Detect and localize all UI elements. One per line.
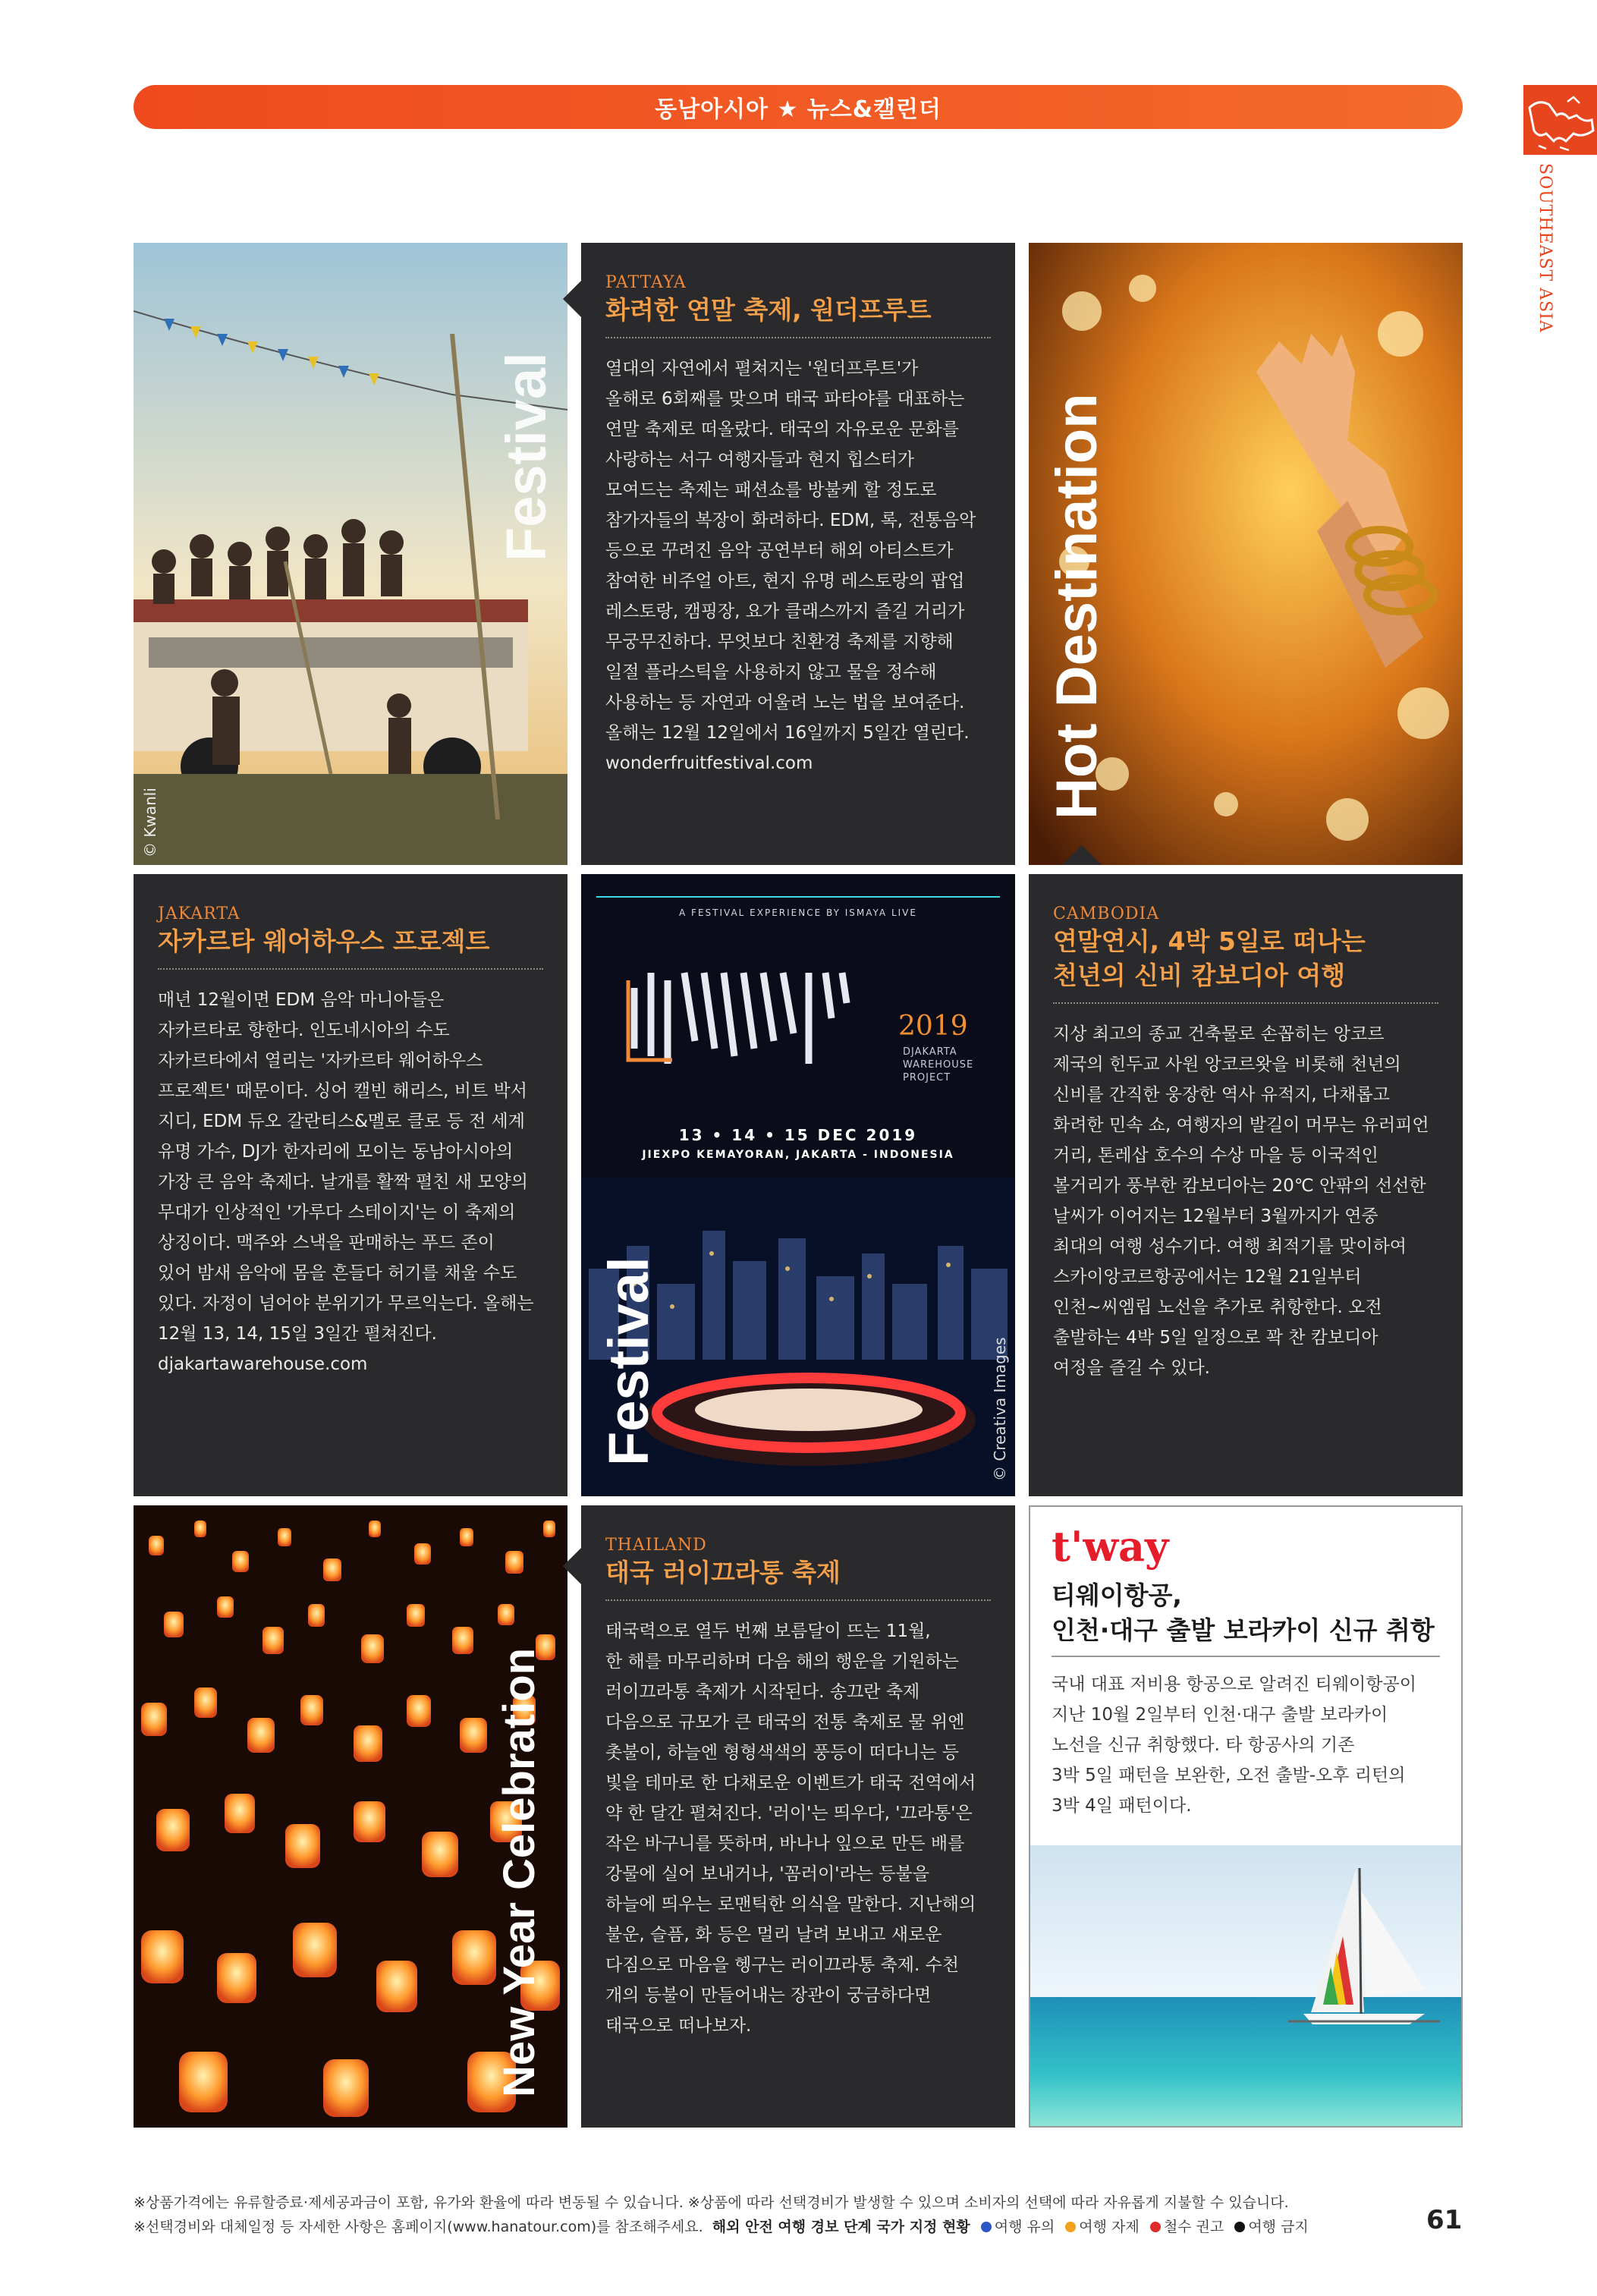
body-line: 신비를 간직한 웅장한 역사 유적지, 다채롭고 <box>1053 1084 1390 1105</box>
poster-name-line: DJAKARTA <box>903 1046 957 1058</box>
body-line: 인천~씨엠립 노선을 추가로 취항한다. 오전 <box>1053 1297 1382 1317</box>
body-line: 러이끄라통 축제가 시작된다. 송끄란 축제 <box>605 1681 920 1702</box>
page-number: 61 <box>1426 2205 1463 2235</box>
photo-credit: © Creativa Images <box>991 1337 1009 1481</box>
body-line: 가장 큰 음악 축제다. 날개를 활짝 펼친 새 모양의 <box>158 1172 528 1192</box>
body-line: 올해는 12월 12일에서 16일까지 5일간 열린다. <box>605 722 970 743</box>
alert-level-label: 여행 금지 <box>1248 2219 1309 2235</box>
body-line: 촛불이, 하늘엔 형형색색의 풍등이 떠다니는 등 <box>605 1742 960 1763</box>
body-line: 거리, 톤레삽 호수의 수상 마을 등 이국적인 <box>1053 1145 1379 1165</box>
body-line: 작은 바구니를 뜻하며, 바나나 잎으로 만든 배를 <box>605 1833 965 1854</box>
pattaya-festival-photo <box>134 243 567 865</box>
tway-title-line: 티웨이항공, <box>1052 1580 1182 1610</box>
article-body <box>605 1616 991 2041</box>
poster-name-line: WAREHOUSE <box>903 1059 974 1071</box>
body-line: 태국력으로 열두 번째 보름달이 뜨는 11월, <box>605 1621 931 1641</box>
poster-name-line: PROJECT <box>903 1072 951 1084</box>
photo-credit: © Kwanli <box>141 788 159 857</box>
body-line: 최대의 여행 성수기다. 여행 최적기를 맞이하여 <box>1053 1236 1407 1257</box>
divider <box>1052 1656 1440 1657</box>
alert-level-label: 여행 유의 <box>994 2219 1055 2235</box>
article-body <box>158 985 543 1349</box>
tway-title <box>1052 1578 1440 1648</box>
callout-pointer <box>563 281 581 317</box>
article-title <box>1053 925 1438 993</box>
body-line: 빛을 테마로 한 다채로운 이벤트가 태국 전역에서 <box>605 1772 976 1793</box>
body-line: 상징이다. 맥주와 스낵을 판매하는 푸드 존이 <box>158 1232 495 1253</box>
blue-dot-icon <box>981 2222 992 2232</box>
region-label: JAKARTA <box>158 904 240 923</box>
body-line: 참가자들의 복장이 화려하다. EDM, 록, 전통음악 <box>605 510 976 530</box>
body-line: 3박 5일 패턴을 보완한, 오전 출발-오후 리턴의 <box>1052 1766 1406 1786</box>
body-line: 약 한 달간 펼쳐진다. '러이'는 띄우다, '끄라통'은 <box>605 1803 973 1823</box>
body-line: 볼거리가 풍부한 캄보디아는 20℃ 안팎의 선선한 <box>1053 1175 1426 1196</box>
hot-destination-photo <box>1029 243 1463 865</box>
body-line: 매년 12월이면 EDM 음악 마니아들은 <box>158 989 445 1010</box>
body-line: 지디, EDM 듀오 갈란티스&멜로 클로 등 전 세계 <box>158 1111 525 1131</box>
body-line: 다짐으로 마음을 헹구는 러이끄라통 축제. 수천 <box>605 1955 960 1975</box>
callout-pointer <box>1062 845 1102 865</box>
tway-body <box>1052 1669 1440 1821</box>
side-section-label <box>1521 163 1567 345</box>
poster-presenter: A FESTIVAL EXPERIENCE BY ISMAYA LIVE <box>679 907 917 918</box>
yellow-dot-icon <box>1065 2222 1076 2232</box>
new-year-overlay-text: New Year Celebration <box>495 1647 544 2097</box>
body-line: 출발하는 4박 5일 일정으로 꽉 찬 캄보디아 <box>1053 1327 1379 1348</box>
region-label: THAILAND <box>605 1536 707 1555</box>
body-line: 노선을 신규 취항했다. 타 항공사의 기존 <box>1052 1735 1355 1756</box>
lantern-festival-photo <box>134 1505 567 2128</box>
pattaya-article <box>581 243 1015 865</box>
divider <box>158 968 543 970</box>
body-line: 하늘에 띄우는 로맨틱한 의식을 말한다. 지난해의 <box>605 1894 976 1914</box>
tway-ad-box <box>1029 1505 1463 2128</box>
body-line: 등으로 꾸려진 음악 공연부터 해외 아티스트가 <box>605 540 954 561</box>
article-body <box>1053 1019 1438 1383</box>
body-line: 지난 10월 2일부터 인천·대구 출발 보라카이 <box>1052 1705 1388 1725</box>
body-line: 화려한 민속 쇼, 여행자의 발길이 머무는 유러피언 <box>1053 1115 1429 1135</box>
black-dot-icon <box>1234 2222 1245 2232</box>
body-line: 12월 13, 14, 15일 3일간 펼쳐진다. <box>158 1323 437 1344</box>
body-line: 열대의 자연에서 펼쳐지는 '원더프루트'가 <box>605 358 919 379</box>
body-line: 모여드는 축제는 패션쇼를 방불케 할 정도로 <box>605 480 937 500</box>
side-section-label-text: SOUTHEAST ASIA <box>1536 163 1555 333</box>
body-line: 강물에 실어 보내거나, '꼼러이'라는 등불을 <box>605 1864 929 1884</box>
article-title-line: 연말연시, 4박 5일로 떠나는 <box>1053 926 1366 956</box>
body-line: 있다. 자정이 넘어야 분위기가 무르익는다. 올해는 <box>158 1293 534 1313</box>
body-line: 개의 등불이 만들어내는 장관이 궁금하다면 <box>605 1985 932 2005</box>
divider <box>605 337 991 338</box>
poster-dates: 13 • 14 • 15 DEC 2019 <box>678 1126 918 1144</box>
article-title: 태국 러이끄라통 축제 <box>605 1558 841 1587</box>
body-line: 한 해를 마무리하며 다음 해의 행운을 기원하는 <box>605 1651 960 1672</box>
body-line: 사랑하는 서구 여행자들과 현지 힙스터가 <box>605 449 914 470</box>
body-line: 태국으로 떠나보자. <box>605 2015 752 2036</box>
body-line: 3박 4일 패턴이다. <box>1052 1796 1192 1816</box>
tway-title-line: 인천·대구 출발 보라카이 신규 취항 <box>1052 1615 1435 1646</box>
body-line: 자카르타에서 열리는 '자카르타 웨어하우스 <box>158 1050 483 1071</box>
alert-level-label: 여행 자제 <box>1079 2219 1140 2235</box>
body-line: 자카르타로 향한다. 인도네시아의 수도 <box>158 1020 450 1040</box>
body-line: 레스토랑, 캠핑장, 요가 클래스까지 즐길 거리가 <box>605 601 965 621</box>
body-line: 있어 밤새 음악에 몸을 흔들다 허기를 채울 수도 <box>158 1263 517 1283</box>
southeast-asia-map-tab <box>1523 85 1597 155</box>
body-line: 올해로 6회째를 맞으며 태국 파타야를 대표하는 <box>605 388 965 409</box>
article-url[interactable]: wonderfruitfestival.com <box>605 753 813 773</box>
body-line: 무궁무진하다. 무엇보다 친환경 축제를 지향해 <box>605 631 954 652</box>
body-line: 연말 축제로 떠올랐다. 태국의 자유로운 문화를 <box>605 419 960 439</box>
article-url[interactable]: djakartawarehouse.com <box>158 1354 368 1374</box>
section-header-bar <box>134 85 1463 129</box>
djakarta-warehouse-poster <box>581 874 1015 1496</box>
alert-level-label: 철수 권고 <box>1163 2219 1224 2235</box>
body-line: 유명 가수, DJ가 한자리에 모이는 동남아시아의 <box>158 1141 514 1162</box>
body-line: 참여한 비주얼 아트, 현지 유명 레스토랑의 팝업 <box>605 571 965 591</box>
article-title: 화려한 연말 축제, 원더프루트 <box>605 295 932 325</box>
poster-venue: JIEXPO KEMAYORAN, JAKARTA - INDONESIA <box>642 1149 954 1161</box>
footer-notice-text: ※선택경비와 대체일정 등 자세한 사항은 홈페이지(www.hanatour.com)를 참조해주세요. <box>134 2219 703 2235</box>
poster-year: 2019 <box>898 1011 968 1042</box>
region-label: CAMBODIA <box>1053 904 1160 923</box>
divider <box>1053 1002 1438 1004</box>
body-line: 지상 최고의 종교 건축물로 손꼽히는 앙코르 <box>1053 1024 1385 1044</box>
sailboat-image <box>1030 1845 1461 2128</box>
festival-overlay-text: Festival <box>495 352 558 561</box>
callout-pointer <box>563 1548 581 1584</box>
poster-name <box>903 1046 973 1084</box>
hot-destination-overlay-text: Hot Destination <box>1045 393 1109 819</box>
body-line: 무대가 인상적인 '가루다 스테이지'는 이 축제의 <box>158 1202 516 1222</box>
body-line: 불운, 슬픔, 화 등은 멀리 날려 보내고 새로운 <box>605 1924 942 1945</box>
red-dot-icon <box>1150 2222 1161 2232</box>
body-line: 다음으로 규모가 큰 태국의 전통 축제로 물 위엔 <box>605 1712 965 1732</box>
body-line: 사용하는 등 자연과 어울려 노는 법을 보여준다. <box>605 692 965 712</box>
footer-notice-1: ※상품가격에는 유류할증료·제세공과금이 포함, 유가와 환율에 따라 변동될 수 있습니다. ※상품에 따라 선택경비가 발생할 수 있으며 소비자의 선택에 따라 자유롭게 지불할 수 있습니다. <box>134 2194 1289 2211</box>
body-line: 프로젝트' 때문이다. 싱어 캘빈 해리스, 비트 박서 <box>158 1080 527 1101</box>
region-label: PATTAYA <box>605 273 687 292</box>
body-line: 제국의 힌두교 사원 앙코르왓을 비롯해 천년의 <box>1053 1054 1401 1074</box>
body-line: 일절 플라스틱을 사용하지 않고 물을 정수해 <box>605 662 937 682</box>
thailand-article <box>581 1505 1015 2128</box>
body-line: 스카이앙코르항공에서는 12월 21일부터 <box>1053 1266 1362 1287</box>
article-title: 자카르타 웨어하우스 프로젝트 <box>158 926 490 956</box>
body-line: 여정을 즐길 수 있다. <box>1053 1357 1210 1378</box>
travel-alert-title: 해외 안전 여행 경보 단계 국가 지정 현황 <box>712 2219 970 2235</box>
body-line: 날씨가 이어지는 12월부터 3월까지가 연중 <box>1053 1206 1379 1226</box>
footer-notice-2 <box>134 2216 1309 2236</box>
body-line: 국내 대표 저비용 항공으로 알려진 티웨이항공이 <box>1052 1675 1416 1695</box>
jakarta-article <box>134 874 567 1496</box>
section-header-title: 동남아시아 ★ 뉴스&캘린더 <box>655 96 942 123</box>
cambodia-article <box>1029 874 1463 1496</box>
divider <box>605 1599 991 1601</box>
map-icon <box>1523 85 1597 155</box>
article-title-line: 천년의 신비 캄보디아 여행 <box>1053 960 1346 990</box>
festival-overlay-text: Festival <box>597 1257 660 1466</box>
article-body <box>605 354 991 748</box>
tway-logo: t'way <box>1052 1522 1169 1571</box>
